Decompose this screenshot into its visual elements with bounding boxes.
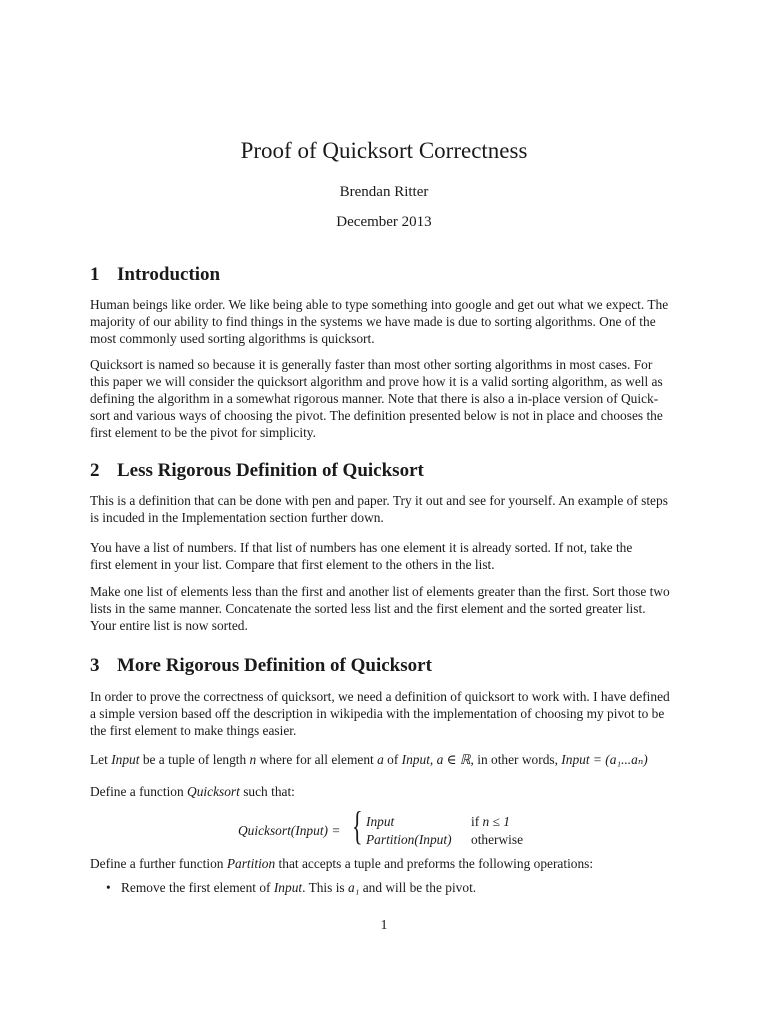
math-run: n ≤ 1 xyxy=(482,814,510,829)
text-line xyxy=(90,855,678,872)
text-run: . This is xyxy=(302,880,348,895)
define-function-line xyxy=(90,783,678,800)
text-line xyxy=(90,751,678,768)
paragraph-less-1 xyxy=(90,492,678,526)
text-line: In order to prove the correctness of quicksort, we need a definition of quicksort to work with. I have defined xyxy=(90,689,670,704)
define-partition-line xyxy=(90,855,678,872)
text-run: Remove the first element of xyxy=(121,880,274,895)
math-run: a xyxy=(377,752,384,767)
text-line: Your entire list is now sorted. xyxy=(90,618,248,633)
section-heading-more-rigorous xyxy=(90,655,432,677)
text-run: Define a further function xyxy=(90,856,227,871)
math-run: a₁ xyxy=(348,880,360,895)
text-line: a simple version based off the description in wikipedia with the implementation of choosing my pivot to be xyxy=(90,706,665,721)
text-run: where for all element xyxy=(256,752,378,767)
math-run: Partition xyxy=(226,856,276,871)
text-line: Quicksort is named so because it is generally faster than most other sorting algorithms in most cases. For xyxy=(90,357,653,372)
math-run: n xyxy=(249,752,257,767)
text-run: Define a function xyxy=(90,784,188,799)
math-run: Input xyxy=(111,752,140,767)
text-run: Let xyxy=(90,752,112,767)
text-line: lists in the same manner. Concatenate the sorted less list and the first element and the sorted greater list. xyxy=(90,601,646,616)
bullet-item-pivot xyxy=(121,880,476,896)
text-line: This is a definition that can be done with pen and paper. Try it out and see for yourself. An example of steps xyxy=(90,493,668,508)
text-run: , xyxy=(429,752,437,767)
section-heading-introduction xyxy=(90,264,220,286)
paragraph-less-3 xyxy=(90,583,678,634)
math-run: Input xyxy=(401,752,430,767)
math-run: a ∈ ℝ xyxy=(436,752,471,767)
text-run: and will be the pivot. xyxy=(359,880,477,895)
text-line: Human beings like order. We like being able to type something into google and get out what we expect. The xyxy=(90,297,669,312)
text-run: if xyxy=(471,814,483,829)
paragraph-intro-2 xyxy=(90,356,678,441)
paragraph-more-1 xyxy=(90,688,678,739)
text-line: You have a list of numbers. If that list of numbers has one element it is already sorted. If not, take the xyxy=(90,540,633,555)
section-number: 2 xyxy=(90,460,100,481)
text-line: sort and various ways of choosing the pivot. The definition presented below is not in place and chooses the xyxy=(90,408,663,423)
math-run: Input = (a₁...aₙ) xyxy=(561,752,648,767)
text-run: such that: xyxy=(239,784,295,799)
text-line xyxy=(90,783,678,800)
text-run: , in other words, xyxy=(470,752,562,767)
text-line: this paper we will consider the quicksort algorithm and prove how it is a valid sorting algorithm, as well as xyxy=(90,374,663,389)
section-number: 3 xyxy=(90,655,100,676)
paragraph-less-2 xyxy=(90,539,678,573)
text-run: of xyxy=(383,752,402,767)
text-run: be a tuple of length xyxy=(139,752,250,767)
case-1-expression: Input xyxy=(366,814,395,829)
text-line: first element to be the pivot for simplicity. xyxy=(90,425,316,440)
let-input-line xyxy=(90,751,678,768)
text-line: Make one list of elements less than the first and another list of elements greater than the first. Sort those two xyxy=(90,584,670,599)
section-title: Less Rigorous Definition of Quicksort xyxy=(117,460,424,481)
page-number: 1 xyxy=(380,918,388,933)
section-number: 1 xyxy=(90,264,100,285)
section-title: Introduction xyxy=(117,264,221,285)
text-line: is incuded in the Implementation section further down. xyxy=(90,510,384,525)
case-1-condition xyxy=(471,814,510,830)
case-2-expression: Partition(Input) xyxy=(366,832,452,847)
case-2-condition: otherwise xyxy=(471,832,524,847)
math-run: Input xyxy=(273,880,303,895)
bullet-marker: • xyxy=(106,880,111,895)
section-title: More Rigorous Definition of Quicksort xyxy=(117,655,432,676)
text-line: first element in your list. Compare that first element to the others in the list. xyxy=(90,557,495,572)
math-run: Quicksort xyxy=(187,784,240,799)
paper-date: December 2013 xyxy=(336,214,432,230)
text-line: the first element to make things easier. xyxy=(90,723,297,738)
section-heading-less-rigorous xyxy=(90,460,424,482)
paper-title: Proof of Quicksort Correctness xyxy=(240,138,528,163)
equation-lhs: Quicksort(Input) = xyxy=(238,823,341,838)
text-run: that accepts a tuple and preforms the following operations: xyxy=(275,856,594,871)
left-brace-symbol: { xyxy=(352,803,363,848)
text-line: majority of our ability to find things in the systems we have made is due to sorting algorithms. One of the xyxy=(90,314,656,329)
paragraph-intro-1 xyxy=(90,296,678,347)
author-name: Brendan Ritter xyxy=(339,184,429,200)
text-line: defining the algorithm in a somewhat rigorous manner. Note that there is also a in-place version of Quick- xyxy=(90,391,659,406)
text-line: most commonly used sorting algorithms is quicksort. xyxy=(90,331,375,346)
